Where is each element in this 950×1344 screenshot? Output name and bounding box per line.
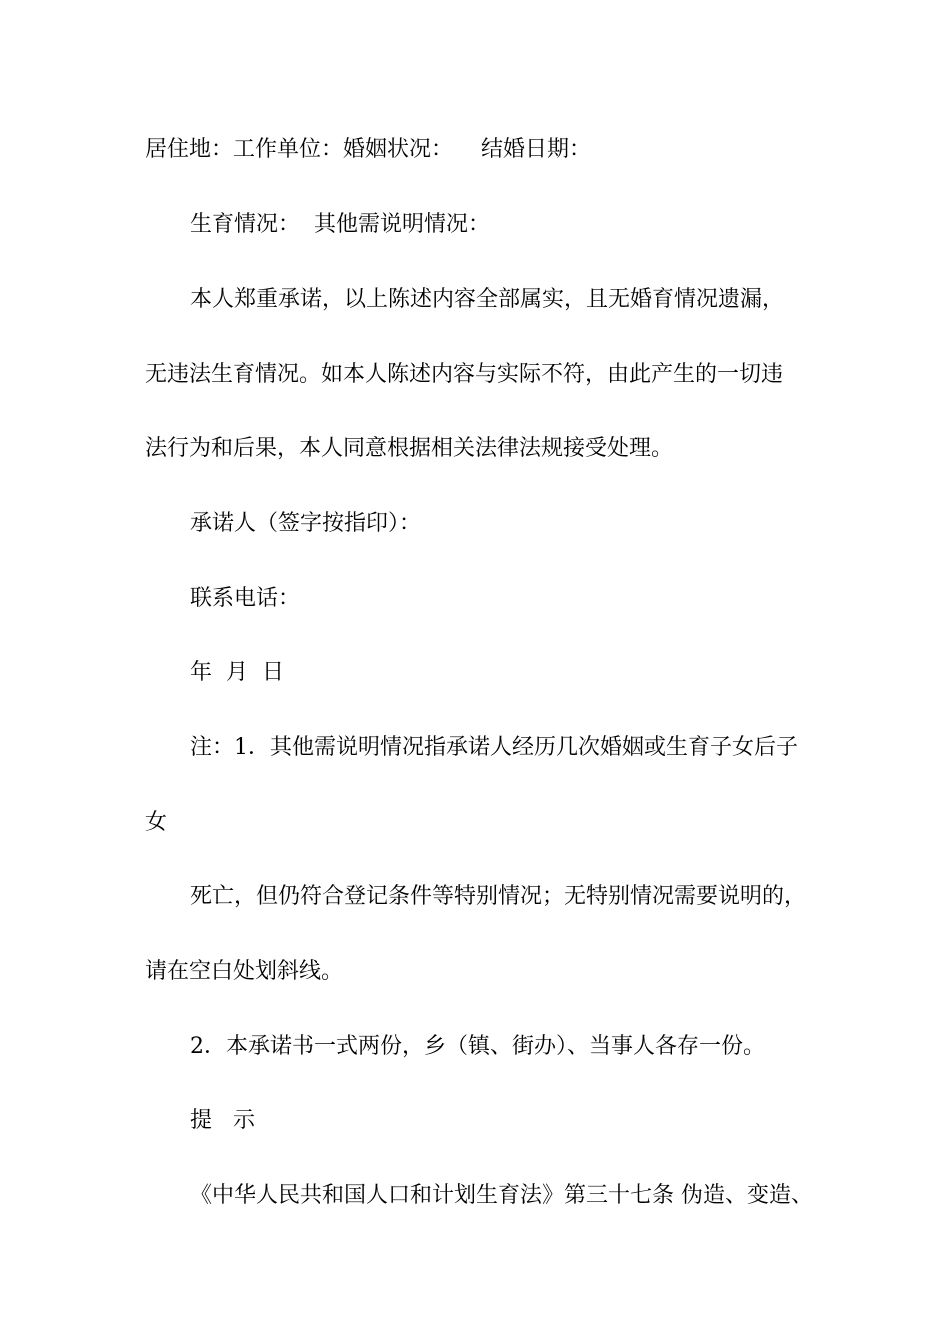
notice-heading: 提 示	[190, 1108, 255, 1133]
note-line-3: 死亡，但仍符合登记条件等特别情况；无特别情况需要说明的，	[190, 884, 807, 909]
pledge-paragraph-line-3: 法行为和后果，本人同意根据相关法律法规接受处理。	[145, 436, 674, 461]
pledge-paragraph-line-1: 本人郑重承诺，以上陈述内容全部属实，且无婚育情况遗漏，	[190, 287, 785, 312]
date-label: 年 月 日	[190, 660, 284, 685]
phone-label: 联系电话：	[190, 586, 301, 611]
note-line-2: 女	[145, 810, 168, 835]
pledge-paragraph-line-2: 无违法生育情况。如本人陈述内容与实际不符，由此产生的一切违	[145, 362, 784, 387]
note-line-4: 请在空白处划斜线。	[145, 959, 344, 984]
note-item-2: 2．本承诺书一式两份，乡（镇、街办）、当事人各存一份。	[190, 1034, 765, 1059]
note-line-1: 注：1．其他需说明情况指承诺人经历几次婚姻或生育子女后子	[190, 735, 798, 760]
fertility-other-line: 生育情况： 其他需说明情况：	[190, 212, 490, 237]
residence-work-marital-line: 居住地：工作单位：婚姻状况： 结婚日期：	[145, 137, 591, 162]
law-citation-line: 《中华人民共和国人口和计划生育法》第三十七条 伪造、变造、	[190, 1183, 813, 1208]
signatory-label: 承诺人（签字按指印）：	[190, 511, 422, 536]
